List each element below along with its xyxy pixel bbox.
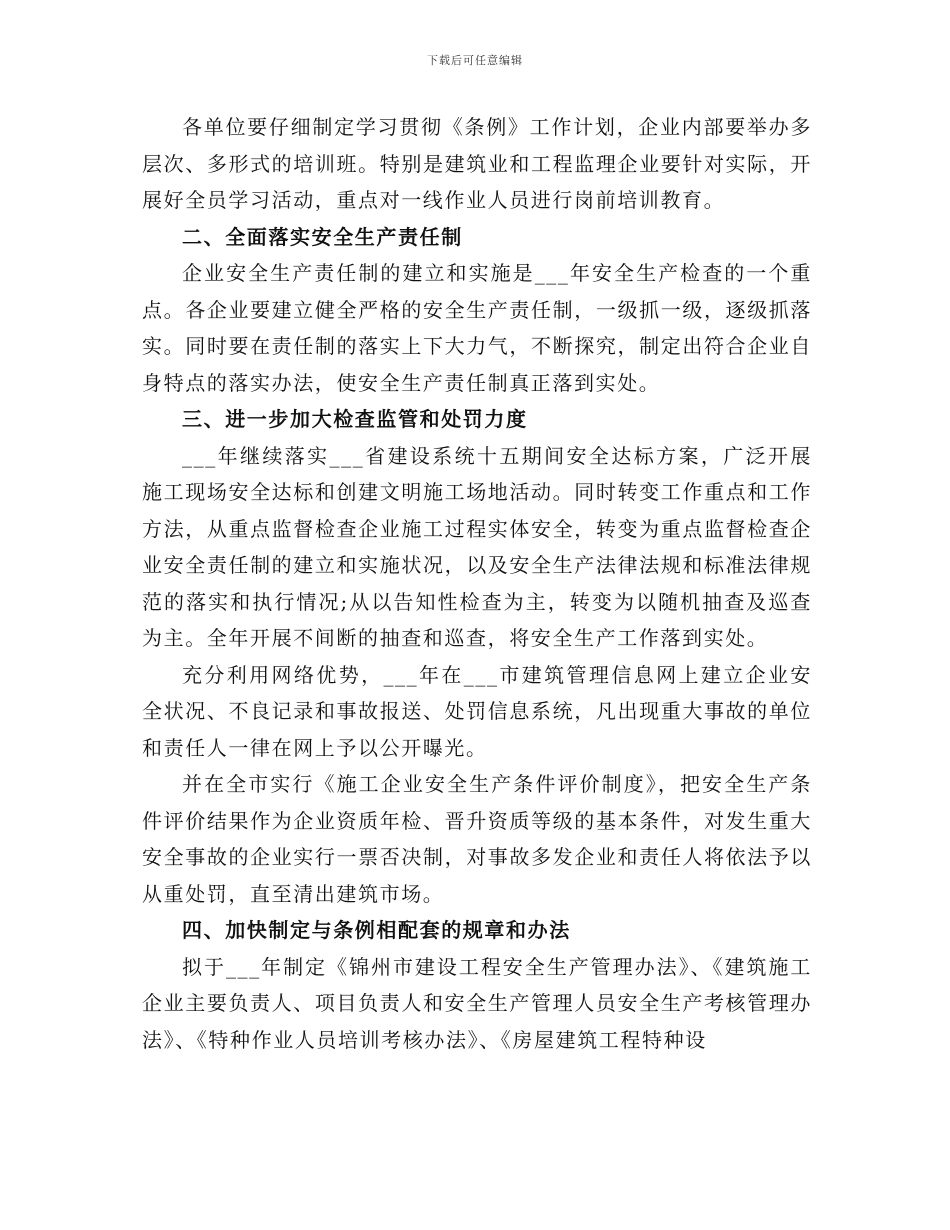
document-body [142,109,812,1058]
section-heading-3: 三、进一步加大检查监管和处罚力度 [182,407,528,431]
page-header-note: 下载后可任意编辑 [427,54,523,67]
section-heading-2: 二、全面落实安全生产责任制 [182,224,463,249]
section-heading-4: 四、加快制定与条例相配套的规章和办法 [182,918,571,942]
paragraph-network: 充分利用网络优势，___年在___市建筑管理信息网上建立企业安全状况、不良记录和事故报送、处罚信息系统，凡出现重大事故的单位和责任人一律在网上予以公开曝光。 [142,662,812,760]
paragraph-regulations: 拟于___年制定《锦州市建设工程安全生产管理办法》、《建筑施工企业主要负责人、项目负责人和安全生产管理人员安全生产考核管理办法》、《特种作业人员培训考核办法》、《房屋建筑工程特种设 [142,954,812,1052]
paragraph-study-plan: 各单位要仔细制定学习贯彻《条例》工作计划，企业内部要举办多层次、多形式的培训班。特别是建筑业和工程监理企业要针对实际，开展好全员学习活动，重点对一线作业人员进行岗前培训教育。 [142,115,812,212]
paragraph-evaluation: 并在全市实行《施工企业安全生产条件评价制度》，把安全生产条件评价结果作为企业资质年检、晋升资质等级的基本条件，对发生重大安全事故的企业实行一票否决制，对事故多发企业和责任人将依法予以从重处罚，直至清出建筑市场。 [142,772,812,906]
paragraph-responsibility: 企业安全生产责任制的建立和实施是___年安全生产检查的一个重点。各企业要建立健全严格的安全生产责任制，一级抓一级，逐级抓落实。同时要在责任制的落实上下大力气，不断探究，制定出符合企业自身特点的落实办法，使安全生产责任制真正落到实处。 [142,261,812,395]
paragraph-inspection: ___年继续落实___省建设系统十五期间安全达标方案，广泛开展施工现场安全达标和创建文明施工场地活动。同时转变工作重点和工作方法，从重点监督检查企业施工过程实体安全，转变为重点监督检查企业安全责任制的建立和实施状况，以及安全生产法律法规和标准法律规范的落实和执行情况;从以告知性检查为主，转变为以随机抽查及巡查为主。全年开展不间断的抽查和巡查，将安全生产工作落到实处。 [142,443,812,650]
